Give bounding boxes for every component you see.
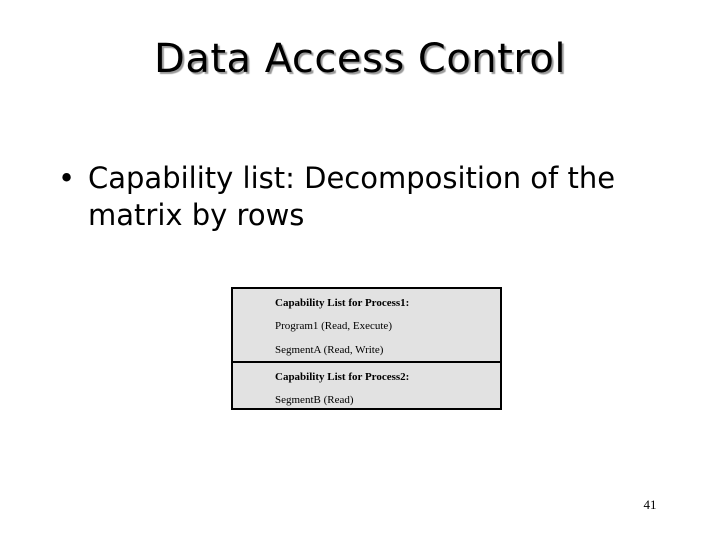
capability-list-header: Capability List for Process2: xyxy=(275,371,410,383)
capability-list-figure xyxy=(231,287,502,410)
page-number: 41 xyxy=(643,497,657,512)
capability-entry: SegmentB (Read) xyxy=(275,394,354,406)
capability-entry: Program1 (Read, Execute) xyxy=(275,320,392,332)
bullet-item xyxy=(58,160,678,234)
bullet-text: Capability list: Decomposition of the matrix by rows xyxy=(88,161,616,232)
capability-entry: SegmentA (Read, Write) xyxy=(275,344,384,356)
capability-group-process1 xyxy=(233,289,500,363)
bullet-list xyxy=(58,160,678,234)
slide-title: Data Access Control xyxy=(154,36,566,82)
bullet-marker: • xyxy=(58,161,76,195)
capability-group-process2 xyxy=(233,363,500,408)
capability-list-header: Capability List for Process1: xyxy=(275,297,410,309)
